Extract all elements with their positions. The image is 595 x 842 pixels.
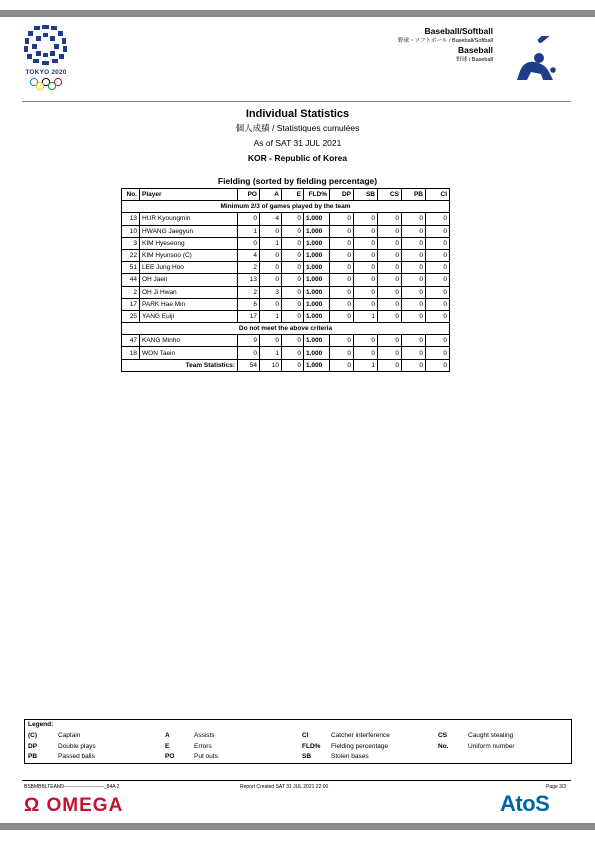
cell-e: 0 — [282, 213, 304, 225]
cell-pb: 0 — [402, 286, 426, 298]
cell-ci: 0 — [426, 310, 450, 322]
cell-sb: 0 — [354, 213, 378, 225]
cell-no: 44 — [122, 274, 140, 286]
tokyo-emblem-icon — [20, 24, 72, 70]
legend-desc: Captain — [58, 732, 81, 739]
cell-po: 2 — [238, 286, 260, 298]
table-row — [122, 335, 450, 347]
cell-no: 47 — [122, 335, 140, 347]
fielding-table — [121, 188, 450, 372]
table-row — [122, 262, 450, 274]
col-header: PO — [238, 189, 260, 201]
brand-text: TOKYO 2020 — [25, 69, 67, 76]
cell-cs: 0 — [378, 274, 402, 286]
cell-ci: 0 — [426, 274, 450, 286]
cell-ci: 0 — [426, 225, 450, 237]
cell-a: 0 — [260, 249, 282, 261]
col-header: SB — [354, 189, 378, 201]
cell-pb: 0 — [402, 249, 426, 261]
cell-ci: 0 — [426, 359, 450, 371]
team-stats-label: Team Statistics: — [122, 359, 238, 371]
cell-e: 0 — [282, 274, 304, 286]
page-number: Page 3/3 — [546, 784, 567, 790]
cell-po: 54 — [238, 359, 260, 371]
cell-ci: 0 — [426, 286, 450, 298]
cell-player: KIM Hyeseong — [140, 237, 238, 249]
legend-code: SB — [302, 753, 312, 760]
cell-fld: 1.000 — [304, 298, 330, 310]
col-header: Player — [140, 189, 238, 201]
cell-sb: 1 — [354, 310, 378, 322]
atos-logo: AtoS — [500, 791, 550, 816]
cell-dp: 0 — [330, 225, 354, 237]
cell-cs: 0 — [378, 249, 402, 261]
cell-e: 0 — [282, 225, 304, 237]
cell-ci: 0 — [426, 298, 450, 310]
table-row — [122, 347, 450, 359]
cell-no: 3 — [122, 237, 140, 249]
cell-no: 51 — [122, 262, 140, 274]
cell-fld: 1.000 — [304, 310, 330, 322]
cell-player: LEE Jung Hoo — [140, 262, 238, 274]
cell-e: 0 — [282, 298, 304, 310]
cell-cs: 0 — [378, 237, 402, 249]
cell-cs: 0 — [378, 335, 402, 347]
team-name: KOR - Republic of Korea — [247, 153, 348, 163]
event-multilang: 野球 / Baseball — [456, 57, 493, 63]
cell-sb: 0 — [354, 335, 378, 347]
cell-e: 0 — [282, 359, 304, 371]
footer-rule — [22, 780, 571, 781]
legend-title: Legend: — [28, 721, 54, 728]
section-title: Fielding (sorted by fielding percentage) — [217, 176, 378, 186]
cell-a: 0 — [260, 298, 282, 310]
cell-pb: 0 — [402, 262, 426, 274]
cell-po: 0 — [238, 213, 260, 225]
cell-dp: 0 — [330, 262, 354, 274]
cell-no: 13 — [122, 213, 140, 225]
cell-dp: 0 — [330, 286, 354, 298]
table-row — [122, 274, 450, 286]
cell-e: 0 — [282, 237, 304, 249]
legend-code: A — [165, 732, 170, 739]
legend-desc: Put outs — [194, 753, 218, 760]
cell-no: 17 — [122, 298, 140, 310]
cell-fld: 1.000 — [304, 249, 330, 261]
legend-code: PB — [28, 753, 38, 760]
legend-desc: Uniform number — [468, 743, 515, 750]
cell-fld: 1.000 — [304, 213, 330, 225]
legend-desc: Double plays — [58, 743, 96, 750]
header-rule — [22, 101, 571, 102]
cell-a: 10 — [260, 359, 282, 371]
cell-ci: 0 — [426, 262, 450, 274]
col-header: A — [260, 189, 282, 201]
report-date: As of SAT 31 JUL 2021 — [253, 138, 342, 148]
cell-no: 10 — [122, 225, 140, 237]
cell-po: 1 — [238, 225, 260, 237]
cell-pb: 0 — [402, 359, 426, 371]
cell-pb: 0 — [402, 237, 426, 249]
sport-multilang: 野球・ソフトボール / Baseball/Softball — [398, 38, 493, 44]
cell-a: 0 — [260, 335, 282, 347]
section-label: Minimum 2/3 of games played by the team — [122, 201, 450, 213]
cell-pb: 0 — [402, 310, 426, 322]
report-title: Individual Statistics — [245, 108, 350, 120]
cell-player: KIM Hyunsoo (C) — [140, 249, 238, 261]
cell-fld: 1.000 — [304, 286, 330, 298]
sport-title: Baseball/Softball — [424, 26, 493, 36]
section-row — [122, 201, 450, 213]
cell-sb: 1 — [354, 359, 378, 371]
report-subtitle: 個人成績 / Statistiques cumulées — [235, 123, 360, 133]
legend-desc: Catcher interference — [331, 732, 390, 739]
section-row — [122, 323, 450, 335]
report-created: Report Created SAT 31 JUL 2021 22:00 — [240, 784, 329, 790]
cell-cs: 0 — [378, 213, 402, 225]
cell-a: 0 — [260, 225, 282, 237]
cell-a: 0 — [260, 262, 282, 274]
cell-po: 9 — [238, 335, 260, 347]
cell-fld: 1.000 — [304, 335, 330, 347]
legend-desc: Stolen bases — [331, 753, 369, 760]
cell-player: YANG Euiji — [140, 310, 238, 322]
olympic-rings-icon — [28, 78, 64, 90]
legend-desc: Errors — [194, 743, 212, 750]
legend-desc: Passed balls — [58, 753, 95, 760]
col-header: CS — [378, 189, 402, 201]
cell-no: 2 — [122, 286, 140, 298]
cell-dp: 0 — [330, 298, 354, 310]
team-stats-row — [122, 359, 450, 371]
cell-fld: 1.000 — [304, 225, 330, 237]
cell-sb: 0 — [354, 347, 378, 359]
cell-dp: 0 — [330, 359, 354, 371]
cell-e: 0 — [282, 262, 304, 274]
legend-desc: Caught stealing — [468, 732, 514, 739]
cell-po: 6 — [238, 298, 260, 310]
cell-sb: 0 — [354, 249, 378, 261]
legend-code: CI — [302, 732, 309, 739]
header-sport-block — [398, 26, 493, 64]
legend-code: PO — [165, 753, 175, 760]
cell-dp: 0 — [330, 213, 354, 225]
col-header: No. — [122, 189, 140, 201]
col-header: PB — [402, 189, 426, 201]
cell-ci: 0 — [426, 237, 450, 249]
cell-cs: 0 — [378, 347, 402, 359]
cell-dp: 0 — [330, 249, 354, 261]
cell-cs: 0 — [378, 286, 402, 298]
cell-e: 0 — [282, 286, 304, 298]
table-row — [122, 310, 450, 322]
cell-pb: 0 — [402, 298, 426, 310]
cell-ci: 0 — [426, 213, 450, 225]
cell-a: 3 — [260, 286, 282, 298]
cell-a: 1 — [260, 310, 282, 322]
cell-ci: 0 — [426, 249, 450, 261]
cell-e: 0 — [282, 347, 304, 359]
table-row — [122, 286, 450, 298]
section-label: Do not meet the above criteria — [122, 323, 450, 335]
cell-sb: 0 — [354, 262, 378, 274]
cell-player: HWANG Jaegyun — [140, 225, 238, 237]
cell-player: KANG Minho — [140, 335, 238, 347]
cell-dp: 0 — [330, 237, 354, 249]
cell-sb: 0 — [354, 298, 378, 310]
cell-po: 2 — [238, 262, 260, 274]
cell-fld: 1.000 — [304, 262, 330, 274]
legend-code: E — [165, 743, 170, 750]
legend-desc: Assists — [194, 732, 215, 739]
cell-no: 25 — [122, 310, 140, 322]
cell-no: 18 — [122, 347, 140, 359]
cell-fld: 1.000 — [304, 274, 330, 286]
cell-sb: 0 — [354, 274, 378, 286]
cell-a: 4 — [260, 213, 282, 225]
legend-code: DP — [28, 743, 38, 750]
table-row — [122, 237, 450, 249]
cell-po: 13 — [238, 274, 260, 286]
cell-po: 17 — [238, 310, 260, 322]
table-row — [122, 213, 450, 225]
bottom-bar — [0, 823, 595, 830]
cell-fld: 1.000 — [304, 359, 330, 371]
legend-box — [24, 719, 572, 764]
cell-player: WON Taein — [140, 347, 238, 359]
cell-po: 0 — [238, 237, 260, 249]
legend-code: CS — [438, 732, 448, 739]
event-title: Baseball — [458, 45, 493, 55]
cell-e: 0 — [282, 249, 304, 261]
cell-po: 4 — [238, 249, 260, 261]
cell-cs: 0 — [378, 225, 402, 237]
cell-pb: 0 — [402, 225, 426, 237]
cell-fld: 1.000 — [304, 347, 330, 359]
tokyo-2020-logo — [20, 24, 72, 88]
cell-po: 0 — [238, 347, 260, 359]
cell-dp: 0 — [330, 347, 354, 359]
table-row — [122, 298, 450, 310]
cell-dp: 0 — [330, 310, 354, 322]
cell-cs: 0 — [378, 262, 402, 274]
cell-cs: 0 — [378, 298, 402, 310]
cell-player: HUR Kyoungmin — [140, 213, 238, 225]
cell-ci: 0 — [426, 335, 450, 347]
col-header: FLD% — [304, 189, 330, 201]
col-header: E — [282, 189, 304, 201]
cell-a: 0 — [260, 274, 282, 286]
legend-code: No. — [438, 743, 449, 750]
cell-cs: 0 — [378, 310, 402, 322]
cell-e: 0 — [282, 310, 304, 322]
cell-sb: 0 — [354, 225, 378, 237]
cell-no: 22 — [122, 249, 140, 261]
col-header: DP — [330, 189, 354, 201]
col-header: CI — [426, 189, 450, 201]
table-row — [122, 225, 450, 237]
table-row — [122, 249, 450, 261]
cell-pb: 0 — [402, 213, 426, 225]
report-code: BSBMBBLTEAM9------------------------_84A 2 — [24, 784, 120, 790]
table-header-row — [122, 189, 450, 201]
cell-fld: 1.000 — [304, 237, 330, 249]
legend-code: FLD% — [302, 743, 321, 750]
cell-player: OH Ji Hwan — [140, 286, 238, 298]
legend-desc: Fielding percentage — [331, 743, 389, 750]
cell-dp: 0 — [330, 335, 354, 347]
legend-code: (C) — [28, 732, 38, 739]
cell-sb: 0 — [354, 237, 378, 249]
baseball-batter-icon — [513, 36, 557, 80]
cell-cs: 0 — [378, 359, 402, 371]
cell-pb: 0 — [402, 335, 426, 347]
cell-sb: 0 — [354, 286, 378, 298]
cell-pb: 0 — [402, 274, 426, 286]
cell-pb: 0 — [402, 347, 426, 359]
cell-player: PARK Hae Min — [140, 298, 238, 310]
cell-a: 1 — [260, 347, 282, 359]
cell-e: 0 — [282, 335, 304, 347]
top-bar — [0, 10, 595, 17]
cell-a: 1 — [260, 237, 282, 249]
cell-dp: 0 — [330, 274, 354, 286]
cell-ci: 0 — [426, 347, 450, 359]
omega-logo: Ω OMEGA — [24, 795, 124, 816]
cell-player: OH Jaeil — [140, 274, 238, 286]
